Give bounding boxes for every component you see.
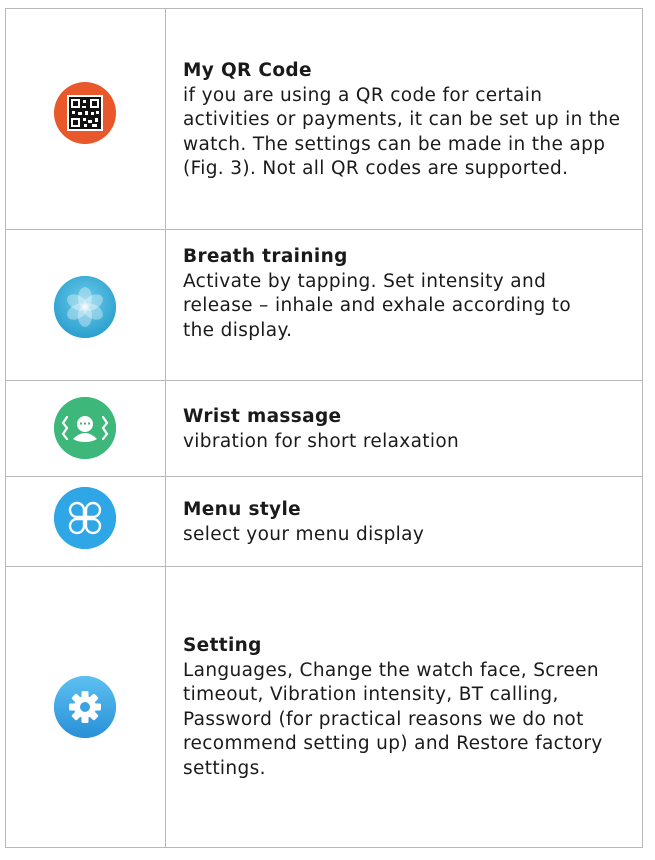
row-divider <box>5 566 643 567</box>
row-divider <box>5 229 643 230</box>
breath-training-description <box>183 245 633 343</box>
row-body: Languages, Change the watch face, Screen timeout, Vibration intensity, BT calling, Password (for practical reasons we do not recommend setting up) and Restore factory settings. <box>183 659 603 779</box>
column-divider <box>165 8 166 848</box>
row-body: vibration for short relaxation <box>183 430 460 452</box>
row-body: select your menu display <box>183 523 425 545</box>
wrist-massage-description <box>183 405 633 454</box>
menu-style-description <box>183 498 633 547</box>
qr-code-icon <box>54 82 116 144</box>
setting-description <box>183 634 633 781</box>
flower-icon <box>54 276 116 338</box>
row-title: Breath training <box>183 246 348 267</box>
row-title: Menu style <box>183 499 302 520</box>
row-title: Wrist massage <box>183 406 342 427</box>
row-body: if you are using a QR code for certain activities or payments, it can be set up in the watch. The settings can be made in the app (Fig. 3). Not all QR codes are supported. <box>183 84 621 179</box>
row-divider <box>5 476 643 477</box>
row-body: Activate by tapping. Set intensity and release – inhale and exhale according to the display. <box>183 270 572 341</box>
row-title: My QR Code <box>183 60 312 81</box>
massage-icon <box>54 397 116 459</box>
clover-icon <box>54 487 116 549</box>
row-divider <box>5 380 643 381</box>
row-title: Setting <box>183 635 262 656</box>
gear-icon <box>54 676 116 738</box>
qr-code-description <box>183 59 633 182</box>
